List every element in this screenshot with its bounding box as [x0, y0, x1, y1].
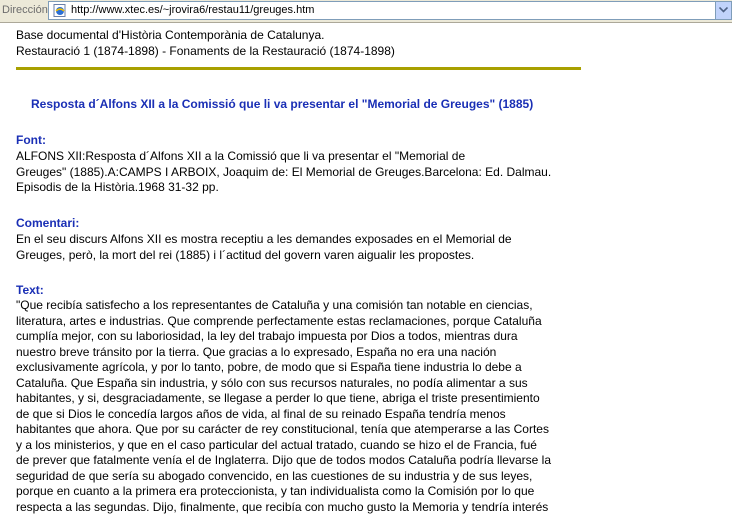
font-line: ALFONS XII:Resposta d´Alfons XII a la Comissió que li va presentar el "Memorial de	[16, 149, 466, 163]
text-line: respecta a las segundas. Dijo, finalmente, que recibía con mucho gusto la Memoria y tendría interés	[16, 499, 549, 514]
chevron-down-icon	[719, 7, 728, 13]
text-line: exclusivamente agrícola, y por lo tanto, pobre, de modo que si España tiene industria lo debe a	[16, 360, 522, 374]
font-line: Episodis de la Història.1968 31-32 pp.	[16, 180, 219, 194]
text-line: habitantes que ahora. Que por su carácter de rey constitucional, tenía que atemperarse a las Cortes	[16, 422, 549, 436]
text-line: y a los ministerios, y que en el caso particular del actual tratado, cuando se hizo el de Francia, fué	[16, 437, 537, 452]
font-line: Greuges" (1885).A:CAMPS I ARBOIX, Joaquim de: El Memorial de Greuges.Barcelona: Ed. Dalmau.	[16, 164, 552, 179]
text-line: habitantes, y si, desgraciadamente, se llegase a perder lo que tiene, abriga el triste presentimiento	[16, 391, 540, 405]
text-body	[16, 298, 616, 515]
address-bar	[0, 0, 732, 23]
url-dropdown-button[interactable]	[715, 2, 731, 19]
comentari-heading: Comentari:	[16, 216, 80, 230]
page-title: Resposta d´Alfons XII a la Comissió que li va presentar el "Memorial de Greuges" (1885)	[31, 97, 534, 111]
text-line: nuestro breve tránsito por la tierra. Que gracias a lo expresado, España no era una nación	[16, 344, 497, 359]
text-line: porque en cuanto a la primera era proteccionista, y tan individualista como la Comisión por lo que	[16, 484, 535, 498]
url-field[interactable]	[48, 1, 732, 20]
address-label: Dirección	[2, 4, 48, 16]
text-line: "Que recibía satisfecho a los representantes de Cataluña y una comisión tan notable en ciencias,	[16, 298, 533, 312]
text-line: de prever que fatalmente venía el de Inglaterra. Dijo que de todos modos Cataluña podría llevarse la	[16, 453, 551, 467]
text-line: cumplía mejor, con su laboriosidad, la ley del trabajo impuesta por Dios a todos, mientras dura	[16, 329, 518, 343]
font-body	[16, 149, 616, 196]
comentari-line: Greuges, però, la mort del rei (1885) i l´actitud del govern varen aigualir les propostes.	[16, 247, 475, 262]
site-header	[16, 28, 706, 59]
text-heading: Text:	[16, 283, 44, 297]
text-line: literatura, artes e industrias. Que comprende perfectamente estas reclamaciones, porque Cataluña	[16, 313, 542, 328]
header-divider	[16, 67, 581, 70]
font-heading: Font:	[16, 133, 46, 147]
comentari-line: En el seu discurs Alfons XII es mostra receptiu a les demandes exposades en el Memorial de	[16, 232, 512, 246]
comentari-body	[16, 232, 616, 263]
header-line-1: Base documental d'Història Contemporània de Catalunya.	[16, 28, 325, 42]
url-text[interactable]: http://www.xtec.es/~jrovira6/restau11/greuges.htm	[71, 4, 315, 16]
text-line: Cataluña. Que España sin industria, y sólo con sus recursos naturales, no podía alimentar a sus	[16, 375, 528, 390]
header-line-2: Restauració 1 (1874-1898) - Fonaments de la Restauració (1874-1898)	[16, 43, 395, 58]
text-line: seguridad de que sería su abogado convencido, en las cuestiones de su industria y de sus leyes,	[16, 468, 533, 483]
ie-page-icon	[53, 4, 67, 17]
text-line: de que si Dios le concedía largos años de vida, al final de su reinado España tendría menos	[16, 406, 506, 421]
